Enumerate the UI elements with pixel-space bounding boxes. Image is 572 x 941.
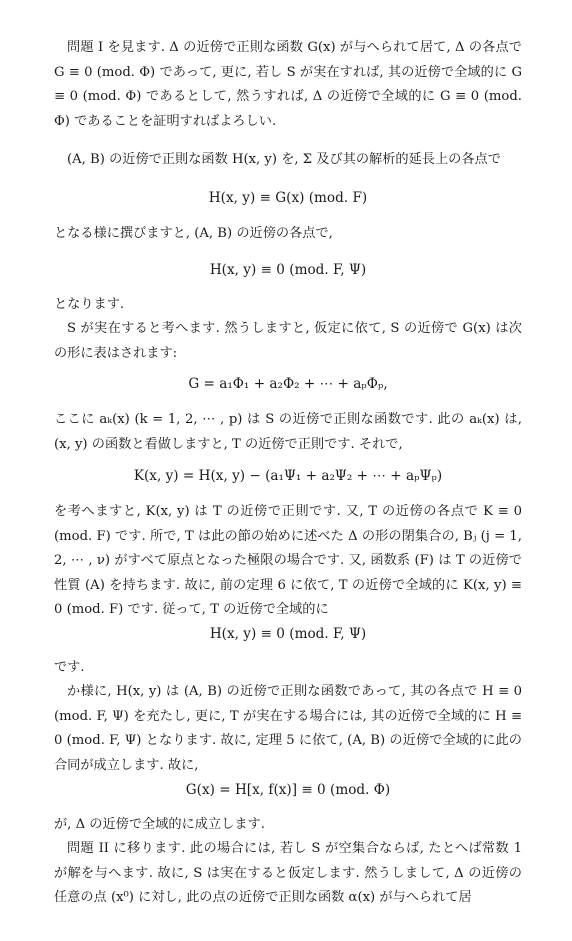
paragraph-holds-globally: が, Δ の近傍で全域的に成立します. bbox=[54, 817, 265, 832]
paragraph-problem-2: 問題 II に移ります. 此の場合には, 若し S が空集合ならば, たとへば常数 1 が解を与へます. 故に, S は実在すると仮定します. 然うしまして, Δ の近傍の任意の点 (x⁰) に対し, 此の点の近傍で正則な函数 α(x) が与へられて居 bbox=[54, 841, 522, 905]
equation-k-definition: K(x, y) = H(x, y) − (a₁Ψ₁ + a₂Ψ₂ + ⋯ + aₚΨₚ) bbox=[133, 468, 443, 484]
paragraph-problem-1: 問題 I を見ます. Δ の近傍で正則な函数 G(x) が与へられて居て, Δ の各点で G ≡ 0 (mod. Φ) であって, 更に, 若し S が実在すれば, 其の近傍で全域的に G ≡ 0 (mod. Φ) であるとして, 然うすれば, Δ の近傍で全域的に G ≡ 0 (mod. Φ) であることを証明すればよろしい. bbox=[54, 40, 522, 129]
paragraph-choose-h: (A, B) の近傍で正則な函数 H(x, y) を, Σ 及び其の解析的延長上の各点で bbox=[67, 152, 501, 167]
paragraph-desu: です. bbox=[54, 660, 85, 675]
paragraph-k-regular: を考へますと, K(x, y) は T の近傍で正則です. 又, T の近傍の各点で K ≡ 0 (mod. F) です. 所で, T は此の節の始めに述べた Δ の形の閉集合の, Bⱼ (j = 1, 2, ⋯ , ν) がすべて原点となった極限の場合です. 又, 函数系 (F) は T の近傍で性質 (A) を持ちます. 故に, 前の定理 6 に依て, T の近傍で全域的に K(x, y) ≡ 0 (mod. F) です. 従って, T の近傍で全域的に bbox=[54, 504, 522, 617]
paragraph-then: となる様に撰びますと, (A, B) の近傍の各点で, bbox=[54, 226, 333, 241]
equation-g-final: G(x) = H[x, f(x)] ≡ 0 (mod. Φ) bbox=[185, 782, 391, 798]
equation-h-zero-global: H(x, y) ≡ 0 (mod. F, Ψ) bbox=[209, 626, 367, 642]
paragraph-becomes: となります. bbox=[54, 297, 125, 312]
paragraph-conclusion-h: か様に, H(x, y) は (A, B) の近傍で正則な函数であって, 其の各点で H ≡ 0 (mod. F, Ψ) を充たし, 更に, T が実在する場合には, 其の近傍で全域的に H ≡ 0 (mod. F, Ψ) となります. 故に, 定理 5 に依て, (A, B) の近傍で全域的に此の合同が成立します. 故に, bbox=[54, 684, 522, 773]
paragraph-ak-functions: ここに aₖ(x) (k = 1, 2, ⋯ , p) は S の近傍で正則な函数です. 此の aₖ(x) は, (x, y) の函数と看做しますと, T の近傍で正則です. それで, bbox=[54, 412, 522, 452]
equation-h-congruent-zero: H(x, y) ≡ 0 (mod. F, Ψ) bbox=[209, 262, 367, 278]
paragraph-s-exists: S が実在すると考へます. 然うしますと, 仮定に依て, S の近傍で G(x) は次の形に表はされます: bbox=[54, 321, 522, 361]
equation-g-expansion: G = a₁Φ₁ + a₂Φ₂ + ⋯ + aₚΦₚ, bbox=[188, 376, 388, 392]
equation-h-congruent-g: H(x, y) ≡ G(x) (mod. F) bbox=[208, 190, 368, 206]
